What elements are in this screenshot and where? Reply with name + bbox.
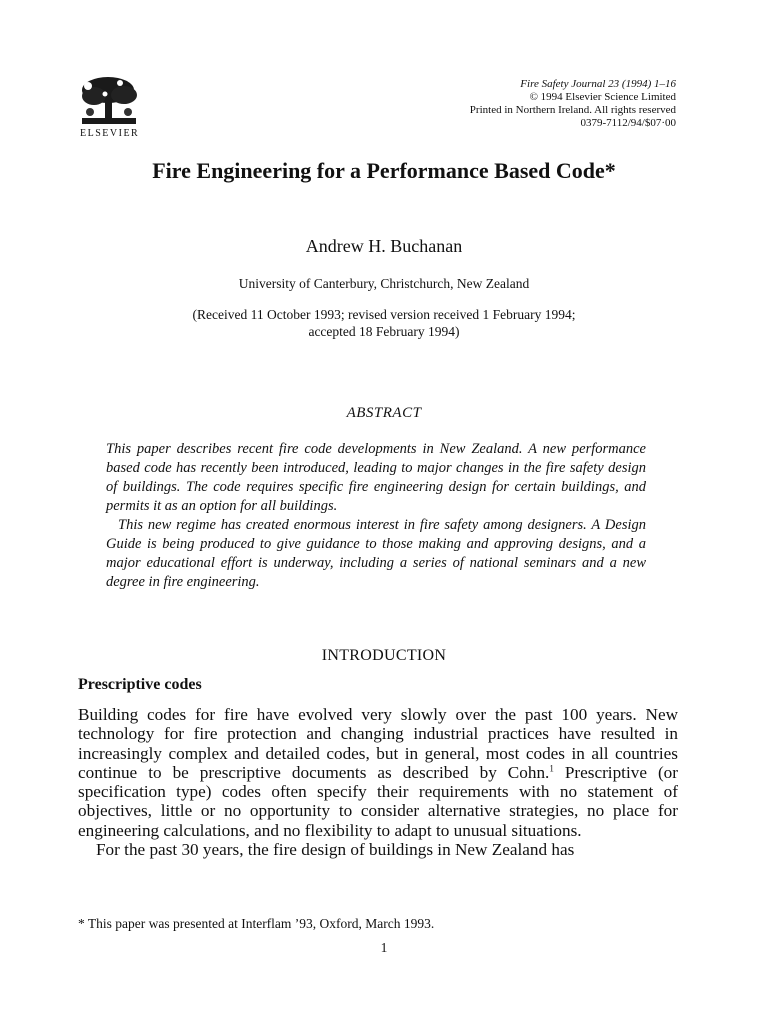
paper-title: Fire Engineering for a Performance Based Code* <box>152 158 616 183</box>
page-number: 1 <box>380 940 388 955</box>
received-line-2: accepted 18 February 1994) <box>308 324 460 339</box>
author-affiliation: University of Canterbury, Christchurch, New Zealand <box>238 276 530 291</box>
subsection-heading: Prescriptive codes <box>78 676 202 693</box>
author-name: Andrew H. Buchanan <box>305 236 463 256</box>
citation-ref: 1 <box>549 763 554 774</box>
printed-line: Printed in Northern Ireland. All rights reserved <box>469 104 676 116</box>
publisher-wordmark: ELSEVIER <box>80 128 140 139</box>
body-text <box>78 705 678 859</box>
section-heading-introduction: INTRODUCTION <box>321 647 447 664</box>
journal-name-line: Fire Safety Journal 23 (1994) 1–16 <box>520 78 676 90</box>
journal-citation <box>470 78 676 130</box>
body-paragraph-1 <box>78 705 678 840</box>
copyright-line: © 1994 Elsevier Science Limited <box>529 91 676 103</box>
publisher-logo <box>78 74 148 139</box>
abstract-heading: ABSTRACT <box>346 405 422 421</box>
received-line-1: (Received 11 October 1993; revised version received 1 February 1994; <box>192 307 576 322</box>
received-dates <box>0 306 768 340</box>
paragraph-1-text-a: Building codes for fire have evolved very slowly over the past 100 years. New technology for fire protection and changing industrial practices have resulted in increasingly complex and detailed codes, but in general, most codes in all countries continue to be prescriptive documents as described by Cohn. <box>78 705 678 782</box>
body-paragraph-2: For the past 30 years, the fire design of buildings in New Zealand has <box>96 840 575 860</box>
abstract-paragraph-2: This new regime has created enormous interest in fire safety among designers. A Design Guide is being produced to give guidance to those making and approving designs, and a major educational effort is underway, including a series of national seminars and a new degree in fire engineering. <box>106 517 646 590</box>
abstract-body <box>106 440 646 592</box>
abstract-paragraph-1: This paper describes recent fire code developments in New Zealand. A new performance based code has recently been introduced, leading to major changes in the fire safety design of buildings. The code requires specific fire engineering design for certain buildings, and permits it as an option for all buildings. <box>106 441 646 514</box>
elsevier-tree-icon <box>78 74 140 126</box>
paragraph-1-text-b: Prescriptive (or specification type) codes often specify their requirements with no statement of objectives, little or no opportunity to consider alternative strategies, no place for engineering calculations, and no flexibility to adapt to unusual situations. <box>78 762 678 840</box>
footnote: * This paper was presented at Interflam ’93, Oxford, March 1993. <box>78 916 435 931</box>
issn-line: 0379-7112/94/$07·00 <box>580 117 676 129</box>
